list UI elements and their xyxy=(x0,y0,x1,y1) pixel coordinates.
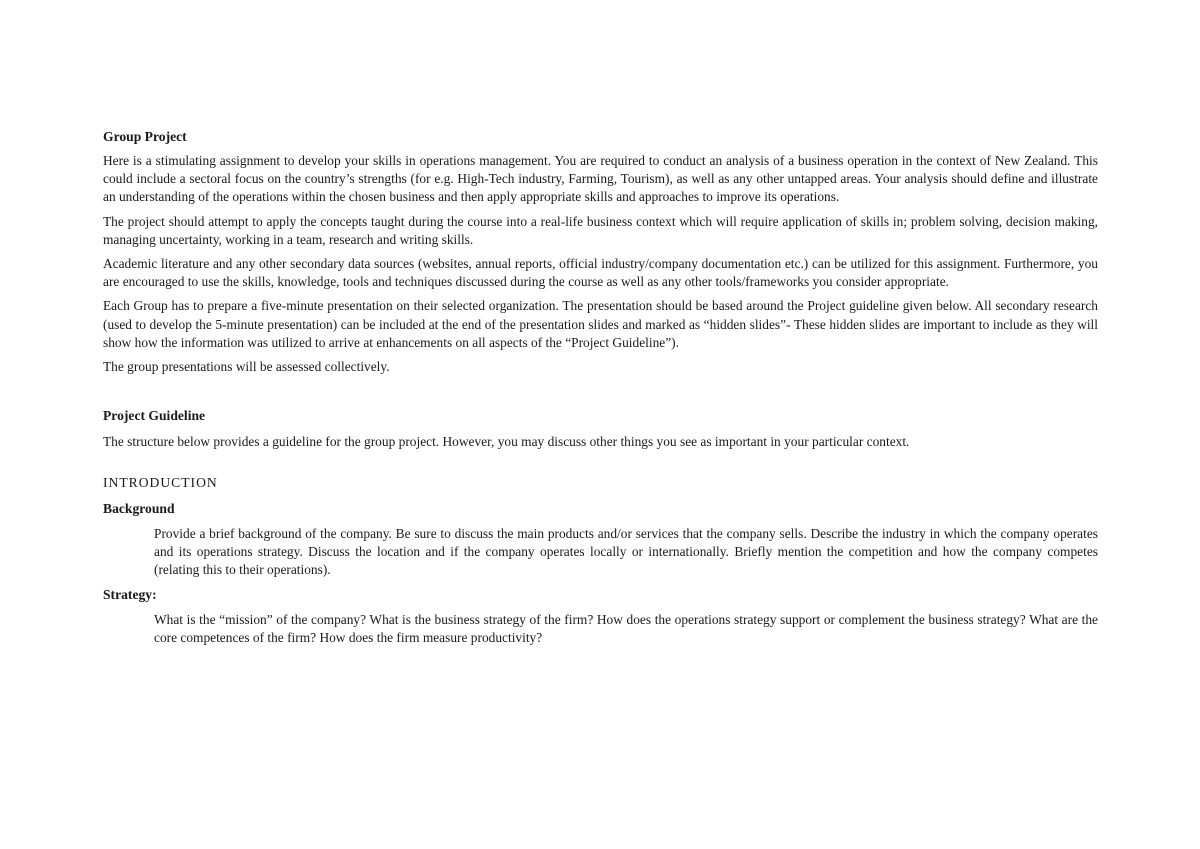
group-project-paragraph-3: Academic literature and any other secondary data sources (websites, annual reports, official industry/company documentation etc.) can be utilized for this assignment. Furthermore, you are encouraged to use the skills, knowledge, tools and techniques discussed during the course as well as any other tools/frameworks you consider appropriate. xyxy=(103,256,1098,290)
strategy-text: What is the “mission” of the company? What is the business strategy of the firm? How does the operations strategy support or complement the business strategy? What are the core competences of the firm? How does the firm measure productivity? xyxy=(154,612,1098,646)
introduction-heading: INTRODUCTION xyxy=(103,475,218,491)
strategy-heading: Strategy: xyxy=(103,587,157,603)
group-project-paragraph-1: Here is a stimulating assignment to develop your skills in operations management. You are required to conduct an analysis of a business operation in the context of New Zealand. This could include a sectoral focus on the country’s strengths (for e.g. High-Tech industry, Farming, Tourism), as well as any other untapped areas. Your analysis should define and illustrate an understanding of the operations within the chosen business and then apply appropriate skills and approaches to improve its operations. xyxy=(103,153,1098,205)
group-project-paragraph-4: Each Group has to prepare a five-minute presentation on their selected organization. The presentation should be based around the Project guideline given below. All secondary research (used to develop the 5-minute presentation) can be included at the end of the presentation slides and marked as “hidden slides”- These hidden slides are important to include as they will show how the information was utilized to arrive at enhancements on all aspects of the “Project Guideline”). xyxy=(103,298,1098,350)
group-project-heading: Group Project xyxy=(103,129,187,144)
group-project-paragraph-2: The project should attempt to apply the concepts taught during the course into a real-life business context which will require application of skills in; problem solving, decision making, managing uncertainty, working in a team, research and writing skills. xyxy=(103,213,1098,247)
project-guideline-text: The structure below provides a guideline for the group project. However, you may discuss other things you see as important in your particular context. xyxy=(103,434,910,450)
project-guideline-heading: Project Guideline xyxy=(103,408,206,424)
background-text: Provide a brief background of the company. Be sure to discuss the main products and/or services that the company sells. Describe the industry in which the company operates and its operations strategy. Discuss the location and if the company operates locally or internationally. Briefly mention the competition and how the company competes (relating this to their operations). xyxy=(154,525,1098,578)
document-page xyxy=(103,128,1098,648)
group-project-paragraph-5: The group presentations will be assessed collectively. xyxy=(103,359,390,375)
background-heading: Background xyxy=(103,500,175,516)
